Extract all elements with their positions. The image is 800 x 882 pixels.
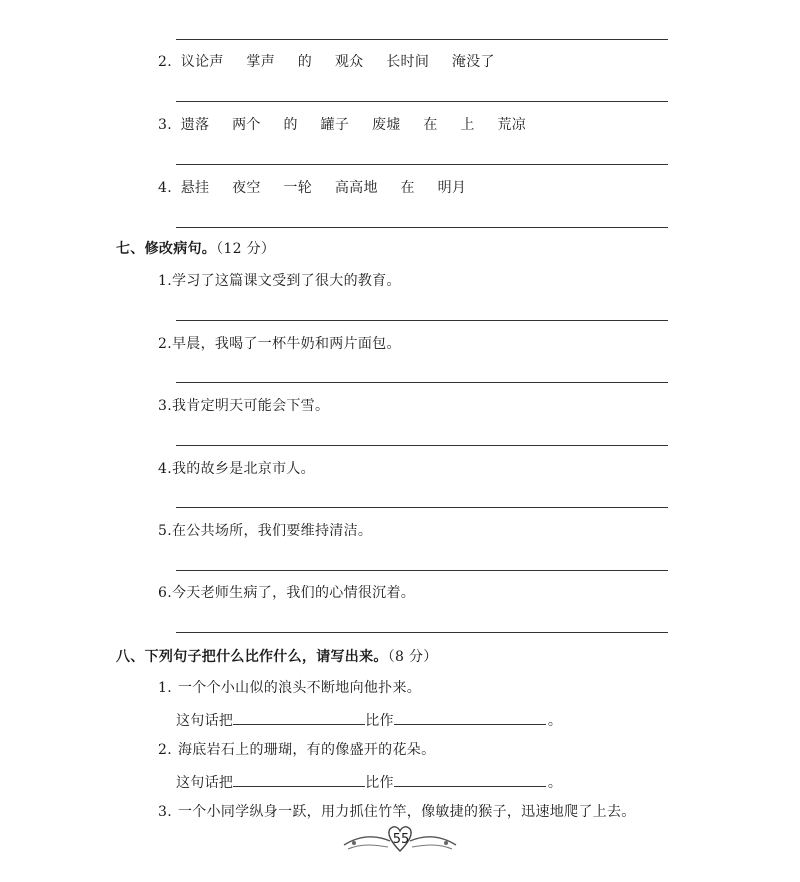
word: 夜空 (232, 180, 261, 196)
word: 上 (460, 117, 475, 133)
section-title: 八、下列句子把什么比作什么，请写出来。 (116, 649, 388, 665)
page-number: 55 (392, 832, 410, 847)
item-text: 在公共场所，我们要维持清洁。 (171, 523, 373, 539)
answer-middle: 比作 (365, 713, 394, 729)
word: 观众 (334, 54, 364, 70)
answer-line[interactable] (176, 382, 668, 383)
correction-item-1 (158, 272, 401, 290)
correction-item-3 (158, 397, 329, 415)
word: 的 (297, 54, 313, 70)
item-number: 2. (158, 336, 172, 352)
item-number: 2. (158, 54, 172, 70)
section-heading (116, 648, 438, 666)
word: 在 (423, 117, 438, 133)
answer-line[interactable] (176, 227, 668, 228)
section-points: （12 分） (216, 241, 276, 257)
item-text: 早晨，我喝了一杯牛奶和两片面包。 (171, 336, 401, 352)
word: 遗落 (180, 117, 210, 133)
section-points: （8 分） (387, 649, 438, 665)
correction-item-4 (158, 460, 315, 478)
item-number: 1. (158, 680, 172, 696)
answer-line[interactable] (176, 101, 668, 102)
answer-line[interactable] (176, 507, 668, 508)
answer-end: 。 (547, 775, 563, 791)
reorder-item-4 (158, 179, 484, 197)
page-footer (340, 823, 460, 863)
item-number: 5. (158, 523, 172, 539)
metaphor-item-1 (158, 679, 421, 697)
item-text: 一个小同学纵身一跃，用力抓住竹竿，像敏捷的猴子，迅速地爬了上去。 (177, 804, 636, 820)
answer-line[interactable] (176, 320, 668, 321)
item-text: 学习了这篇课文受到了很大的教育。 (171, 273, 401, 289)
metaphor-item-3 (158, 803, 636, 821)
item-number: 3. (158, 398, 172, 414)
word: 两个 (232, 117, 261, 133)
metaphor-item-2 (158, 741, 435, 759)
item-number: 3. (158, 804, 172, 820)
word: 长时间 (386, 54, 430, 70)
word: 明月 (437, 180, 467, 196)
answer-line[interactable] (176, 445, 668, 446)
answer-line[interactable] (176, 164, 668, 165)
item-number: 4. (158, 180, 172, 196)
item-number: 2. (158, 742, 172, 758)
blank-subject[interactable] (233, 710, 365, 725)
item-text: 今天老师生病了，我们的心情很沉着。 (171, 585, 416, 601)
section-heading (116, 240, 275, 258)
section-title: 七、修改病句。 (116, 241, 217, 257)
word: 悬挂 (180, 180, 210, 196)
word: 的 (283, 117, 298, 133)
word: 荒凉 (497, 117, 527, 133)
word: 淹没了 (451, 54, 495, 70)
word: 掌声 (246, 54, 276, 70)
answer-prefix: 这句话把 (176, 775, 234, 791)
word: 一轮 (283, 180, 313, 196)
blank-subject[interactable] (233, 772, 365, 787)
blank-object[interactable] (394, 772, 546, 787)
item-text: 海底岩石上的珊瑚，有的像盛开的花朵。 (177, 742, 436, 758)
answer-line[interactable] (176, 632, 668, 633)
reorder-item-3 (158, 116, 544, 134)
item-text: 我肯定明天可能会下雪。 (171, 398, 330, 414)
answer-line[interactable] (176, 570, 668, 571)
answer-line (176, 39, 668, 40)
blank-object[interactable] (394, 710, 546, 725)
correction-item-5 (158, 522, 372, 540)
word: 罐子 (320, 117, 350, 133)
answer-end: 。 (547, 713, 563, 729)
item-text: 一个个小山似的浪头不断地向他扑来。 (177, 680, 422, 696)
reorder-item-2 (158, 53, 513, 71)
correction-item-2 (158, 335, 401, 353)
metaphor-answer-1 (176, 710, 562, 730)
item-number: 6. (158, 585, 172, 601)
item-number: 4. (158, 461, 172, 477)
correction-item-6 (158, 584, 415, 602)
word: 废墟 (371, 117, 401, 133)
answer-middle: 比作 (365, 775, 394, 791)
item-number: 1. (158, 273, 172, 289)
item-text: 我的故乡是北京市人。 (171, 461, 315, 477)
word: 议论声 (180, 54, 224, 70)
metaphor-answer-2 (176, 772, 562, 792)
word: 在 (400, 180, 415, 196)
item-number: 3. (158, 117, 172, 133)
word: 高高地 (334, 180, 378, 196)
answer-prefix: 这句话把 (176, 713, 234, 729)
